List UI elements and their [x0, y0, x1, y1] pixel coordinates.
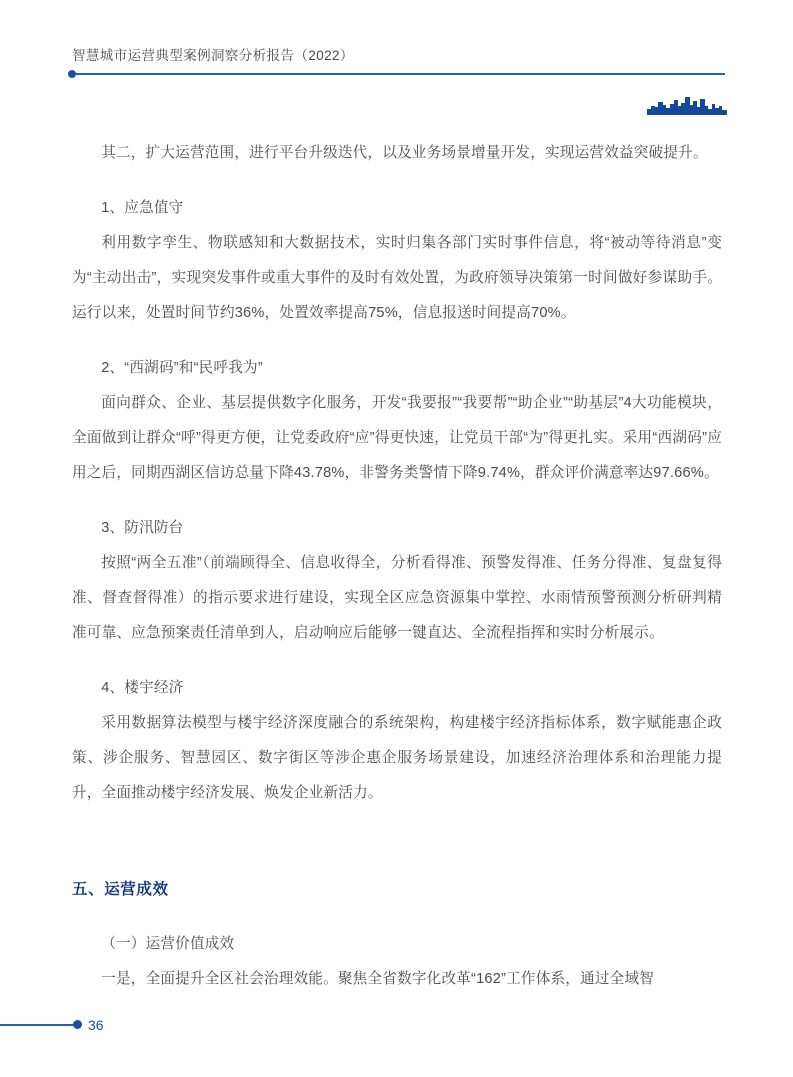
subsection-paragraph-1: 利用数字孪生、物联感知和大数据技术，实时归集各部门实时事件信息，将“被动等待消息”变为“主动出击”，实现突发事件或重大事件的及时有效处置，为政府领导决策第一时间做好参谋助手。运行以来，处置时间节约36%，处置效率提高75%，信息报送时间提高70%。: [72, 235, 722, 321]
footer-rule: [0, 1024, 75, 1026]
spacer: [72, 819, 722, 875]
section-heading: 五、运营成效: [72, 881, 169, 898]
section-subheading: （一）运营价值成效: [101, 936, 235, 952]
subsection-heading-3: 3、防汛防台: [101, 520, 184, 536]
page-header: [0, 44, 793, 84]
subsection-heading-1: 1、应急值守: [101, 200, 184, 216]
subsection-paragraph-4: 采用数据算法模型与楼宇经济深度融合的系统架构，构建楼宇经济指标体系，数字赋能惠企政策、涉企服务、智慧园区、数字街区等涉企惠企服务场景建设，加速经济治理体系和治理能力提升，全面推动楼宇经济发展、焕发企业新活力。: [72, 715, 722, 801]
spacer: [72, 659, 722, 671]
section-paragraph: 一是，全面提升全区社会治理效能。聚焦全省数字化改革“162”工作体系，通过全域智: [101, 971, 655, 987]
spacer: [72, 339, 722, 351]
spacer: [72, 499, 722, 511]
intro-paragraph: 其二，扩大运营范围，进行平台升级迭代，以及业务场景增量开发，实现运营效益突破提升。: [101, 145, 708, 161]
page-footer: [0, 1014, 793, 1038]
spacer: [72, 905, 722, 927]
subsection-paragraph-3: 按照“两全五准”（前端顾得全、信息收得全，分析看得准、预警发得准、任务分得准、复盘复得准、督查督得准）的指示要求进行建设，实现全区应急资源集中掌控、水雨情预警预测分析研判精准可靠、应急预案责任清单到人，启动响应后能够一键直达、全流程指挥和实时分析展示。: [72, 555, 722, 641]
page-number: 36: [88, 1017, 104, 1033]
spacer: [72, 179, 722, 191]
city-skyline-icon: [647, 93, 727, 115]
header-bullet-dot: [68, 70, 76, 78]
header-rule: [72, 73, 725, 75]
subsection-heading-2: 2、“西湖码”和“民呼我为”: [101, 360, 263, 376]
footer-bullet-dot: [73, 1020, 82, 1029]
subsection-heading-4: 4、楼宇经济: [101, 680, 184, 696]
page-content: [72, 136, 722, 1005]
subsection-paragraph-2: 面向群众、企业、基层提供数字化服务，开发“我要报”“我要帮”“助企业”“助基层”4大功能模块，全面做到让群众“呼”得更方便，让党委政府“应”得更快速，让党员干部“为”得更扎实。采用“西湖码”应用之后，同期西湖区信访总量下降43.78%，非警务类警情下降9.74%，群众评价满意率达97.66%。: [72, 395, 722, 481]
header-title: 智慧城市运营典型案例洞察分析报告（2022）: [72, 48, 354, 63]
